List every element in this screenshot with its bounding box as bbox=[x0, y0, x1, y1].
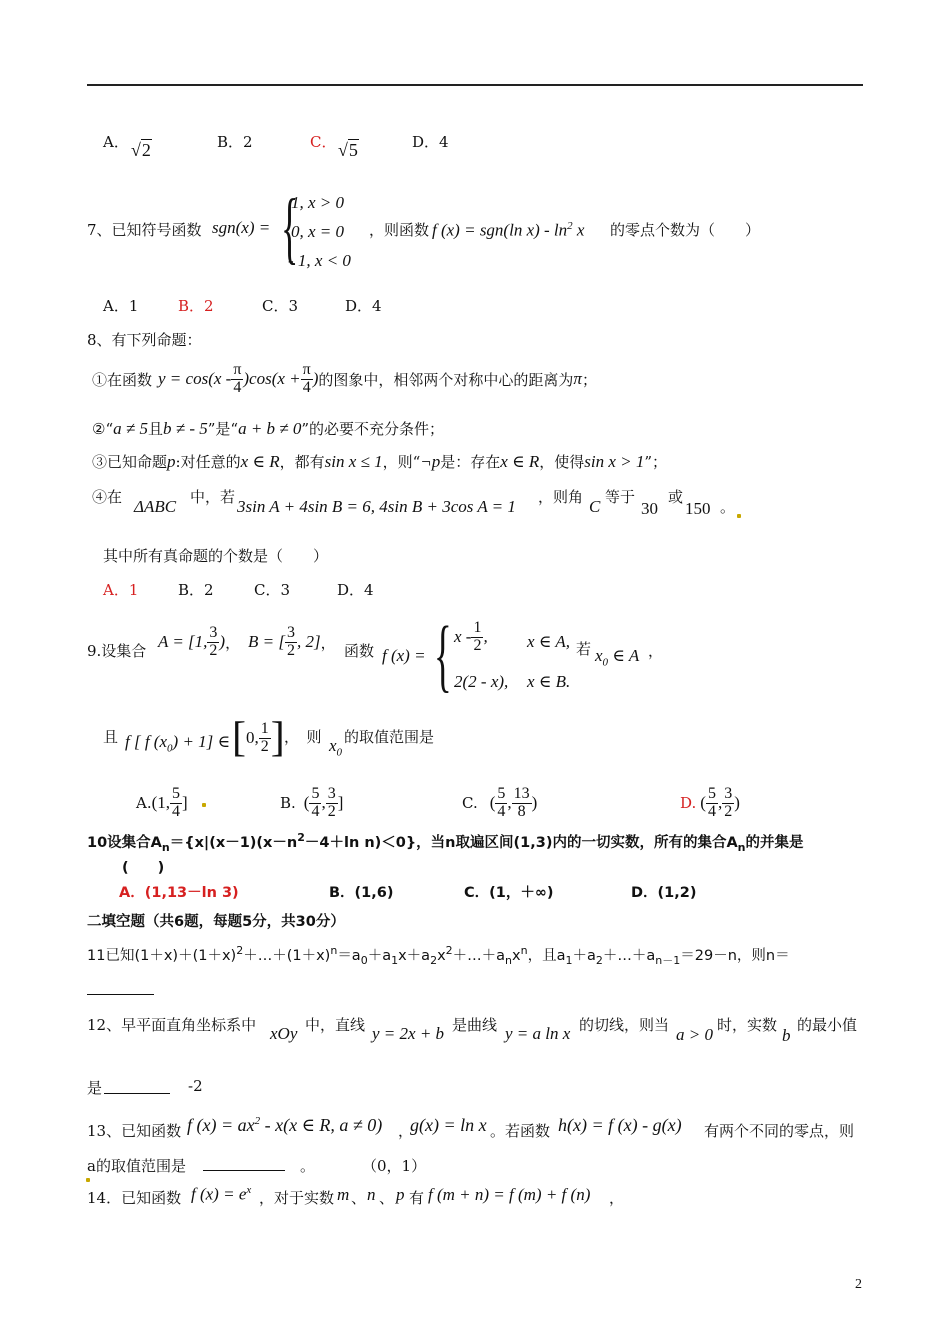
q11-bn: n bbox=[505, 953, 513, 967]
q9-opt-c-num-1: 5 bbox=[497, 785, 506, 802]
q9-brace: { bbox=[434, 609, 452, 700]
q8-option-c: C．3 bbox=[254, 581, 291, 599]
q8-p4-d: 等于 bbox=[605, 488, 636, 506]
q9-case1-den: 2 bbox=[473, 636, 482, 654]
q9-opt-c-b: ) bbox=[531, 793, 538, 813]
header-rule bbox=[87, 84, 863, 86]
q11-g: ＋…＋a bbox=[452, 948, 506, 964]
q14-fx-a: f (x) = e bbox=[191, 1184, 247, 1204]
q9-opt-d-frac-1 bbox=[706, 786, 718, 821]
q8-p4-or: 或 bbox=[668, 488, 684, 506]
q8-p1-math-a: y = cos(x - bbox=[158, 369, 232, 389]
q11-f: x bbox=[437, 948, 446, 964]
q8-p4-c: ，则角 bbox=[538, 488, 584, 506]
q9-set-b bbox=[248, 625, 336, 660]
q10-line2: ( ) bbox=[122, 860, 165, 876]
q8-p3-f: ，使得 bbox=[539, 453, 585, 471]
q8-p2-b: 且 bbox=[147, 420, 163, 438]
q9-case1-b: , bbox=[483, 627, 488, 647]
q11-b2: 2 bbox=[430, 953, 438, 967]
q11-b1: 1 bbox=[391, 953, 399, 967]
q8-p4-angle: C bbox=[589, 497, 601, 516]
q10-line1-sup: 2 bbox=[297, 831, 305, 845]
q9-line2-post: 的取值范围是 bbox=[344, 728, 435, 746]
q7-func-text: f (x) = sgn(ln x) - ln bbox=[432, 220, 568, 240]
q9-func-label: 函数 bbox=[344, 642, 375, 660]
q9-x0-sub: 0 bbox=[602, 656, 609, 669]
q11-s2: n bbox=[330, 944, 338, 958]
q12-e: 时，实数 bbox=[717, 1016, 778, 1034]
q9-interval-frac bbox=[259, 721, 271, 756]
q14-a: 14．已知函数 bbox=[87, 1189, 182, 1207]
q9-opt-d-num-2: 3 bbox=[724, 785, 733, 802]
q11-cn: n－1 bbox=[655, 953, 681, 967]
q6-a-sqrt: √2 bbox=[131, 140, 151, 160]
q9-opt-b-frac-1 bbox=[309, 786, 321, 821]
q13-answer: （0，1） bbox=[362, 1157, 427, 1175]
q9-opt-c-num-2: 13 bbox=[513, 785, 530, 802]
q9-set-a-frac bbox=[207, 625, 219, 660]
q12-g: 是 bbox=[87, 1079, 103, 1097]
q13-e: a的取值范围是 bbox=[87, 1157, 186, 1175]
q8-p4-a: ④在 bbox=[92, 488, 123, 506]
q9-opt-b-a: ( bbox=[303, 793, 310, 813]
q9-option-a bbox=[136, 786, 206, 821]
q7-suffix: 的零点个数为（ ） bbox=[610, 221, 761, 239]
q8-p4-b: 中，若 bbox=[190, 488, 236, 506]
q9-opt-b-den-2: 2 bbox=[327, 802, 336, 820]
q10-option-c: C．(1，＋∞) bbox=[464, 885, 554, 901]
q12-line: y = 2x + b bbox=[372, 1024, 445, 1043]
q14-sep1: 、 bbox=[351, 1189, 367, 1207]
q8-p3-d: ，则“ bbox=[382, 453, 421, 471]
q9-opt-b-b: ] bbox=[337, 793, 344, 813]
q9-opt-c-label: C. bbox=[462, 794, 478, 813]
q8-p3-m6: sin x > 1 bbox=[584, 452, 645, 471]
q9-interval-num: 1 bbox=[260, 719, 269, 737]
q11-j: ＋a bbox=[572, 948, 596, 964]
q9-x0b-sub: 0 bbox=[336, 746, 343, 759]
page-number: 2 bbox=[855, 1277, 862, 1292]
q8-p1-math-c: ) bbox=[312, 369, 319, 389]
q8-p1-math-b: )cos(x + bbox=[243, 369, 301, 389]
q9-x0-in-a bbox=[595, 646, 639, 668]
q13-fx-b: - x(x ∈ R, a ≠ 0) bbox=[260, 1115, 383, 1135]
q8-p3-m5: x ∈ R bbox=[500, 452, 540, 471]
q9-comma-3: ， bbox=[648, 642, 664, 660]
q14-sep2: 、 bbox=[379, 1189, 395, 1207]
q8-option-b: B．2 bbox=[178, 581, 214, 599]
q9-opt-b-den-1: 4 bbox=[311, 802, 320, 820]
q11-answer-blank[interactable] bbox=[87, 994, 154, 995]
q8-p3-c: ，都有 bbox=[279, 453, 325, 471]
q9-opt-c-den-2: 8 bbox=[517, 802, 526, 820]
q9-opt-b-num-1: 5 bbox=[311, 785, 320, 802]
q9-ff-text: f [ f (x bbox=[125, 732, 168, 751]
q11-s4: n bbox=[520, 944, 528, 958]
q9-interval-zero: 0, bbox=[246, 728, 259, 747]
q6-option-c: C． bbox=[310, 133, 337, 151]
q9-opt-a-label: A. bbox=[136, 794, 152, 813]
q9-case2-a: 2(2 - x), bbox=[454, 672, 509, 691]
q10-line1-sub: n bbox=[161, 840, 170, 854]
q9-line2-mid: ， 则 bbox=[284, 728, 322, 746]
q11-k: ＋…＋a bbox=[602, 948, 656, 964]
q13-fx-sup: 2 bbox=[254, 1115, 261, 1127]
q11-a: 11已知(1＋x)＋(1＋x) bbox=[87, 948, 237, 964]
q12-d: 的切线，则当 bbox=[579, 1016, 670, 1034]
q10-option-a: A．(1,13－ln 3) bbox=[119, 885, 239, 901]
q14-n: n bbox=[367, 1185, 376, 1204]
q9-option-b bbox=[280, 786, 343, 821]
q11-text bbox=[87, 944, 790, 968]
q9-interval: [ 0, $\frac{1}{2}$ ] bbox=[232, 715, 285, 761]
q9-opt-a-num: 5 bbox=[172, 785, 181, 802]
q6-c-value: 5 bbox=[348, 140, 358, 160]
q13-a: 13、已知函数 bbox=[87, 1122, 182, 1140]
q8-p3-m2: x ∈ R bbox=[240, 452, 280, 471]
q12-answer: -2 bbox=[188, 1077, 203, 1095]
q9-case1-cond: x ∈ A, bbox=[527, 632, 570, 651]
q13-marker-dot bbox=[86, 1167, 90, 1186]
q9-opt-d-b: ) bbox=[734, 793, 740, 813]
q9-comma-1: ， bbox=[225, 633, 241, 652]
q9-opt-c-c: , bbox=[507, 793, 512, 813]
q7-sgn: sgn(x) = bbox=[212, 218, 271, 237]
q14-eq: f (m + n) = f (m) + f (n) bbox=[428, 1185, 591, 1204]
q12-curve: y = a ln x bbox=[505, 1024, 571, 1043]
q9-opt-b-label: B. bbox=[280, 794, 296, 813]
q9-line2-pre: 且 bbox=[103, 728, 119, 746]
q8-p2-m1: a ≠ 5 bbox=[113, 419, 148, 438]
q9-opt-a-den: 4 bbox=[172, 802, 181, 820]
q9-interval-den: 2 bbox=[260, 737, 269, 755]
q9-ff-sub: 0 bbox=[167, 742, 173, 755]
q9-ff bbox=[125, 732, 230, 754]
q10-line1 bbox=[87, 831, 804, 854]
q8-p4-30: 30 bbox=[641, 499, 658, 518]
q8-p3-e: 是：存在 bbox=[440, 453, 501, 471]
q14-p: p bbox=[396, 1185, 405, 1204]
q7-func bbox=[432, 220, 584, 241]
q8-option-d: D．4 bbox=[337, 581, 374, 599]
q8-option-a: A．1 bbox=[103, 581, 139, 599]
q7-func-sup: 2 bbox=[567, 220, 573, 232]
q11-s1: 2 bbox=[236, 944, 244, 958]
q8-p1-pi-1: π bbox=[233, 361, 242, 378]
q9-x0b-text: x bbox=[329, 736, 337, 755]
q8-p1-frac-1 bbox=[231, 362, 243, 397]
q8-question: 其中所有真命题的个数是（ ） bbox=[103, 547, 329, 565]
q8-p1-post: 的图象中，相邻两个对称中心的距离为 bbox=[318, 370, 574, 389]
q9-prefix: 9.设集合 bbox=[87, 642, 147, 660]
q6-option-d: D．4 bbox=[412, 133, 449, 151]
q9-opt-b-c: , bbox=[321, 793, 326, 813]
q10-line1-c: －4＋ln n)＜0}，当n取遍区间(1,3)内的一切实数，所有的集合A bbox=[304, 835, 738, 851]
q7-option-b: B．2 bbox=[178, 297, 214, 315]
q9-case-1 bbox=[454, 620, 488, 655]
q9-opt-d-num-1: 5 bbox=[707, 785, 716, 802]
q14-fx bbox=[191, 1184, 251, 1205]
q12-answer-blank[interactable] bbox=[104, 1093, 170, 1094]
q9-x0: x bbox=[595, 646, 603, 665]
q8-p1-four-1: 4 bbox=[233, 378, 242, 396]
q13-gx: g(x) = ln x bbox=[410, 1115, 487, 1135]
q12-cond: a > 0 bbox=[676, 1025, 713, 1044]
q13-answer-blank[interactable] bbox=[203, 1170, 285, 1171]
q9-opt-a-b: ] bbox=[182, 793, 188, 813]
q11-b: ＋…＋(1＋x) bbox=[243, 948, 331, 964]
q9-opt-d-c: , bbox=[717, 793, 723, 813]
q8-p3-m1: p bbox=[167, 452, 176, 471]
q9-set-a bbox=[158, 625, 240, 660]
q7-case2: 0, x = 0 bbox=[291, 222, 345, 241]
q9-set-b-post: , 2] bbox=[296, 632, 321, 652]
q8-p4-math: 3sin A + 4sin B = 6, 4sin B + 3cos A = 1 bbox=[237, 497, 516, 516]
q8-p1-pi-2: π bbox=[302, 361, 311, 378]
q13-c: 。若函数 bbox=[490, 1122, 551, 1140]
q9-case1-a: x - bbox=[454, 627, 472, 647]
q9-opt-d-label: D. bbox=[680, 794, 697, 813]
q10-line1-sub2: n bbox=[737, 840, 746, 854]
q11-s3: 2 bbox=[445, 944, 453, 958]
q9-opt-c-a: ( bbox=[489, 793, 496, 813]
q11-b0: 0 bbox=[360, 953, 368, 967]
q7-func-tail: x bbox=[572, 220, 585, 240]
q7-brace: { bbox=[281, 184, 299, 272]
q8-p1-end: ； bbox=[581, 370, 597, 389]
q8-p4-tri: ΔABC bbox=[134, 497, 177, 516]
q10-line1-b: ＝{x|(x－1)(x－n bbox=[169, 835, 298, 851]
q9-set-a-pre: A = [1, bbox=[158, 632, 208, 652]
q8-p1-four-2: 4 bbox=[302, 378, 311, 396]
q10-line1-a: 10设集合A bbox=[87, 835, 162, 851]
q13-f: 。 bbox=[300, 1157, 316, 1175]
q10-option-d: D．(1,2) bbox=[631, 885, 697, 901]
q9-opt-d-den-2: 2 bbox=[724, 802, 733, 820]
q9-case1-frac bbox=[471, 620, 483, 655]
q8-marker-dot bbox=[737, 503, 741, 522]
q11-i: ，且a bbox=[527, 948, 566, 964]
q9-ff-b: ) + 1] ∈ bbox=[172, 732, 231, 751]
q11-e: x＋a bbox=[398, 948, 431, 964]
q8-p2 bbox=[92, 418, 444, 439]
q9-set-b-den: 2 bbox=[286, 641, 295, 659]
q14-fx-sup: x bbox=[246, 1184, 252, 1196]
q6-option-a bbox=[103, 131, 129, 152]
q9-opt-c-frac-2 bbox=[512, 786, 532, 821]
q14-m: m bbox=[337, 1185, 350, 1204]
q7-option-d: D．4 bbox=[345, 297, 382, 315]
q7-prefix: 7、已知符号函数 bbox=[87, 221, 202, 239]
q8-p2-m3: a + b ≠ 0 bbox=[238, 419, 302, 438]
q14-b: ，对于实数 bbox=[259, 1189, 335, 1207]
q7-case1: 1, x > 0 bbox=[291, 193, 345, 212]
q12-b: 中，直线 bbox=[305, 1016, 366, 1034]
q9-option-c bbox=[462, 786, 537, 821]
q9-option-d bbox=[680, 786, 740, 821]
q8-p3-m3: sin x ≤ 1 bbox=[324, 452, 383, 471]
q7-mid: ，则函数 bbox=[369, 221, 430, 239]
q13-d: 有两个不同的零点，则 bbox=[704, 1122, 855, 1140]
q8-p1-frac-2 bbox=[301, 362, 313, 397]
q8-p1-pre: ①在函数 bbox=[92, 370, 153, 389]
q9-set-a-num: 3 bbox=[209, 624, 218, 641]
q9-opt-c-frac-1 bbox=[495, 786, 507, 821]
q11-c2: 2 bbox=[595, 953, 603, 967]
q11-d: ＋a bbox=[367, 948, 392, 964]
q12-c: 是曲线 bbox=[452, 1016, 498, 1034]
q8-p3-g: ”； bbox=[644, 453, 668, 471]
q6-option-b: B．2 bbox=[217, 133, 253, 151]
q14-d: ， bbox=[609, 1189, 625, 1207]
q9-marker-dot bbox=[202, 795, 206, 811]
q9-set-b-frac bbox=[285, 625, 297, 660]
q13-fx bbox=[187, 1115, 382, 1136]
q8-p3-m4: ¬p bbox=[420, 452, 441, 471]
q8-p1 bbox=[92, 362, 597, 397]
q7-option-c: C．3 bbox=[262, 297, 299, 315]
q12-f: 的最小值 bbox=[797, 1016, 858, 1034]
q6-a-label: A． bbox=[103, 133, 129, 151]
q11-l: ＝29－n，则n＝ bbox=[680, 948, 790, 964]
q9-case2-cond: x ∈ B. bbox=[527, 672, 571, 691]
q9-in-a: ∈ A bbox=[608, 646, 640, 665]
q9-set-a-den: 2 bbox=[209, 641, 218, 659]
q11-c1: 1 bbox=[565, 953, 573, 967]
q8-title: 8、有下列命题： bbox=[87, 331, 202, 349]
q13-fx-a: f (x) = ax bbox=[187, 1115, 255, 1135]
q7-option-a: A．1 bbox=[103, 297, 139, 315]
q9-opt-c-den-1: 4 bbox=[497, 802, 506, 820]
q8-p4-150: 150 bbox=[685, 499, 711, 518]
q12-a: 12、早平面直角坐标系中 bbox=[87, 1016, 257, 1034]
q8-p3-b: :对任意的 bbox=[175, 453, 241, 471]
q8-p2-c: ”是“ bbox=[207, 420, 239, 438]
q9-opt-b-num-2: 3 bbox=[327, 785, 336, 802]
q6-a-value: 2 bbox=[141, 140, 151, 160]
q7-case3: - 1, x < 0 bbox=[288, 251, 351, 270]
q11-h: x bbox=[512, 948, 521, 964]
q8-p2-a: ②“ bbox=[92, 420, 114, 438]
q13-b: ， bbox=[398, 1122, 414, 1140]
q9-opt-b-frac-2 bbox=[326, 786, 338, 821]
q9-f-pre: f (x) = bbox=[382, 646, 426, 665]
q14-c: 有 bbox=[409, 1189, 425, 1207]
q8-p1-pi-end: π bbox=[573, 369, 582, 389]
q9-opt-a-a: (1, bbox=[151, 793, 171, 813]
q10-option-b: B．(1,6) bbox=[329, 885, 394, 901]
section-2-heading: 二填空题（共6题，每题5分，共30分） bbox=[87, 914, 345, 930]
q9-x0b bbox=[329, 736, 342, 758]
q9-opt-a-frac bbox=[170, 786, 182, 821]
q11-c: ＝a bbox=[337, 948, 361, 964]
q8-p2-d: ”的必要不充分条件； bbox=[301, 420, 445, 438]
q9-comma-2: ， bbox=[320, 633, 336, 652]
q9-set-b-pre: B = [ bbox=[248, 632, 285, 652]
q8-p3-a: ③已知命题 bbox=[92, 453, 168, 471]
q8-p4-end: 。 bbox=[720, 498, 736, 516]
q9-set-b-num: 3 bbox=[286, 624, 295, 641]
q8-p2-m2: b ≠ - 5 bbox=[162, 419, 208, 438]
q9-opt-d-frac-2 bbox=[722, 786, 734, 821]
q9-ruo: 若 bbox=[576, 640, 592, 658]
q12-b-var: b bbox=[782, 1026, 791, 1045]
q10-line1-d: 的并集是 bbox=[745, 835, 804, 851]
q9-opt-d-den-1: 4 bbox=[707, 802, 716, 820]
q9-case1-num: 1 bbox=[473, 619, 482, 636]
q6-c-sqrt: √5 bbox=[338, 140, 358, 160]
q13-hx: h(x) = f (x) - g(x) bbox=[558, 1115, 682, 1135]
q12-xoy: xOy bbox=[270, 1024, 298, 1043]
q9-set-a-post: ) bbox=[219, 632, 226, 652]
q8-p3 bbox=[92, 451, 667, 472]
q9-opt-d-a: ( bbox=[700, 793, 706, 813]
